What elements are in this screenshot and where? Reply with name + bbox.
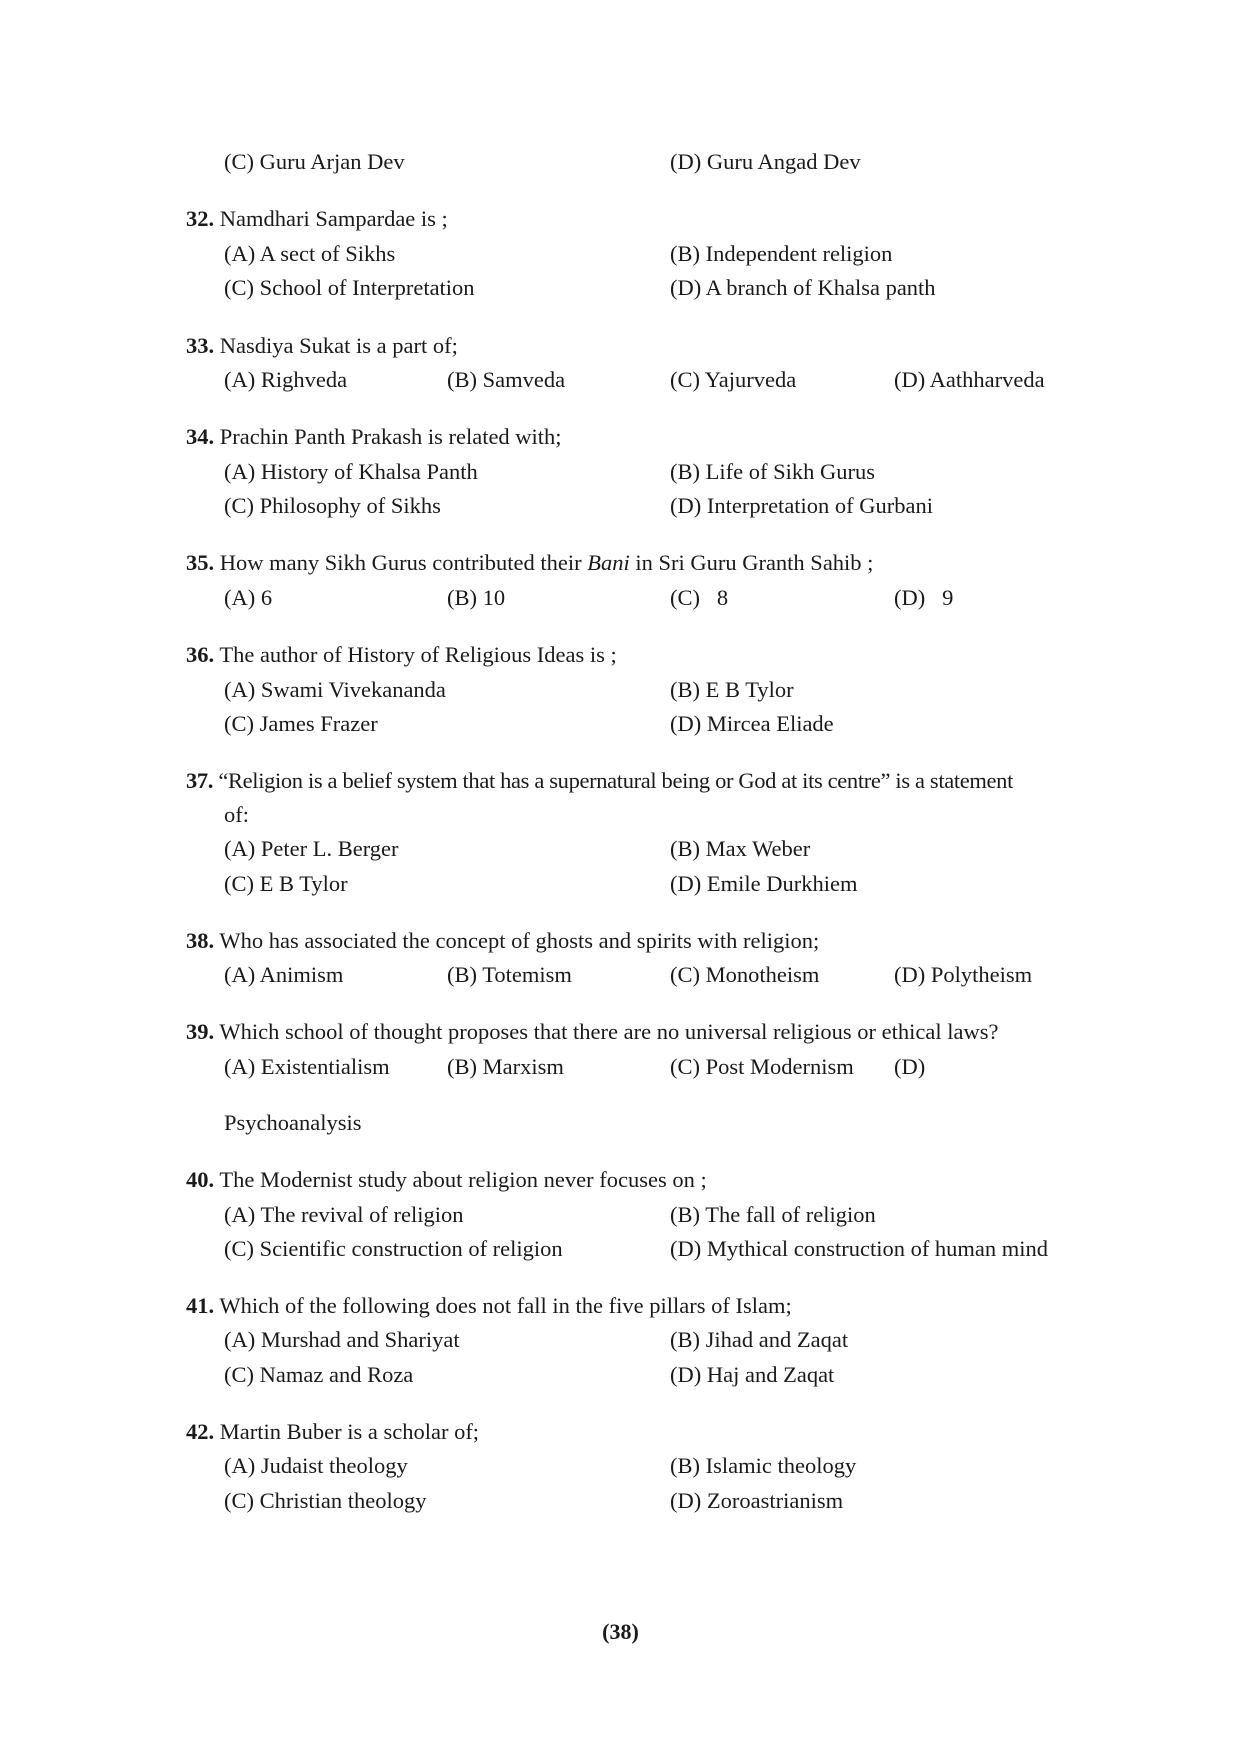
question-37 — [186, 766, 1013, 796]
question-text: The Modernist study about religion never focuses on ; — [219, 1167, 707, 1192]
option-b: (B) Samveda — [447, 367, 566, 392]
question-number: 32. — [186, 206, 215, 231]
question-number: 41. — [186, 1293, 215, 1318]
question-number: 33. — [186, 333, 215, 358]
question-text: Prachin Panth Prakash is related with; — [219, 424, 562, 449]
question-33 — [186, 331, 458, 361]
option-d: (D) Mircea Eliade — [670, 711, 834, 736]
question-41 — [186, 1291, 792, 1321]
question-text: Nasdiya Sukat is a part of; — [219, 333, 458, 358]
question-number: 38. — [186, 928, 215, 953]
option-c: (C) Yajurveda — [670, 367, 797, 392]
option-a: (A) Swami Vivekananda — [224, 677, 446, 702]
question-32 — [186, 204, 448, 234]
question-text: Martin Buber is a scholar of; — [219, 1419, 480, 1444]
question-text: Who has associated the concept of ghosts and spirits with religion; — [219, 928, 820, 953]
question-38 — [186, 926, 819, 956]
page-number: (38) — [602, 1619, 639, 1644]
question-text-continued: of: — [224, 802, 249, 827]
option-b: (B) Islamic theology — [670, 1453, 857, 1478]
option-b: (B) Marxism — [447, 1054, 564, 1079]
option-b: (B) Max Weber — [670, 836, 811, 861]
option-d: (D) Emile Durkhiem — [670, 871, 858, 896]
option-a: (A) History of Khalsa Panth — [224, 459, 478, 484]
question-number: 37. — [186, 768, 214, 793]
option-b: (B) 10 — [447, 585, 506, 610]
option-c: (C) Namaz and Roza — [224, 1362, 414, 1387]
question-number: 39. — [186, 1019, 215, 1044]
question-40 — [186, 1165, 707, 1195]
question-34 — [186, 422, 562, 452]
option-b: (B) Totemism — [447, 962, 572, 987]
option-d: (D) A branch of Khalsa panth — [670, 275, 936, 300]
option-b: (B) Jihad and Zaqat — [670, 1327, 849, 1352]
option-b: (B) Life of Sikh Gurus — [670, 459, 875, 484]
option-c: (C) Post Modernism — [670, 1054, 854, 1079]
question-42 — [186, 1417, 479, 1447]
option-d: (D) Guru Angad Dev — [670, 149, 861, 174]
option-c: (C) James Frazer — [224, 711, 378, 736]
option-c: (C) 8 — [670, 585, 729, 610]
option-d-continued: Psychoanalysis — [224, 1110, 362, 1135]
question-number: 35. — [186, 550, 215, 575]
question-number: 40. — [186, 1167, 215, 1192]
option-d: (D) 9 — [894, 585, 954, 610]
option-a: (A) Animism — [224, 962, 344, 987]
option-b: (B) The fall of religion — [670, 1202, 876, 1227]
option-d: (D) Zoroastrianism — [670, 1488, 844, 1513]
option-d: (D) — [894, 1054, 926, 1079]
question-number: 34. — [186, 424, 215, 449]
question-text-end: in Sri Guru Granth Sahib ; — [635, 550, 874, 575]
option-d: (D) Polytheism — [894, 962, 1033, 987]
question-number: 36. — [186, 642, 215, 667]
option-a: (A) 6 — [224, 585, 273, 610]
question-number: 42. — [186, 1419, 215, 1444]
question-text-italic: Bani — [587, 550, 630, 575]
option-b: (B) E B Tylor — [670, 677, 794, 702]
question-text: Which school of thought proposes that there are no universal religious or ethical laws? — [219, 1019, 999, 1044]
question-text: The author of History of Religious Ideas is ; — [219, 642, 617, 667]
option-c: (C) Philosophy of Sikhs — [224, 493, 441, 518]
option-d: (D) Aathharveda — [894, 367, 1045, 392]
option-a: (A) Righveda — [224, 367, 348, 392]
option-c: (C) School of Interpretation — [224, 275, 475, 300]
option-d: (D) Haj and Zaqat — [670, 1362, 835, 1387]
option-a: (A) A sect of Sikhs — [224, 241, 396, 266]
option-a: (A) Murshad and Shariyat — [224, 1327, 460, 1352]
option-a: (A) Existentialism — [224, 1054, 390, 1079]
question-39 — [186, 1017, 999, 1047]
question-text: Which of the following does not fall in the five pillars of Islam; — [219, 1293, 792, 1318]
option-d: (D) Mythical construction of human mind — [670, 1236, 1049, 1261]
option-d: (D) Interpretation of Gurbani — [670, 493, 934, 518]
question-35 — [186, 548, 873, 578]
option-c: (C) Guru Arjan Dev — [224, 149, 405, 174]
option-c: (C) Scientific construction of religion — [224, 1236, 563, 1261]
option-b: (B) Independent religion — [670, 241, 893, 266]
option-a: (A) Judaist theology — [224, 1453, 408, 1478]
option-c: (C) Christian theology — [224, 1488, 427, 1513]
option-a: (A) The revival of religion — [224, 1202, 464, 1227]
option-c: (C) Monotheism — [670, 962, 820, 987]
option-c: (C) E B Tylor — [224, 871, 348, 896]
question-text: How many Sikh Gurus contributed their — [219, 550, 582, 575]
question-36 — [186, 640, 617, 670]
question-text: Namdhari Sampardae is ; — [219, 206, 448, 231]
option-a: (A) Peter L. Berger — [224, 836, 399, 861]
question-text: “Religion is a belief system that has a supernatural being or God at its centre” is a statement — [218, 768, 1013, 793]
